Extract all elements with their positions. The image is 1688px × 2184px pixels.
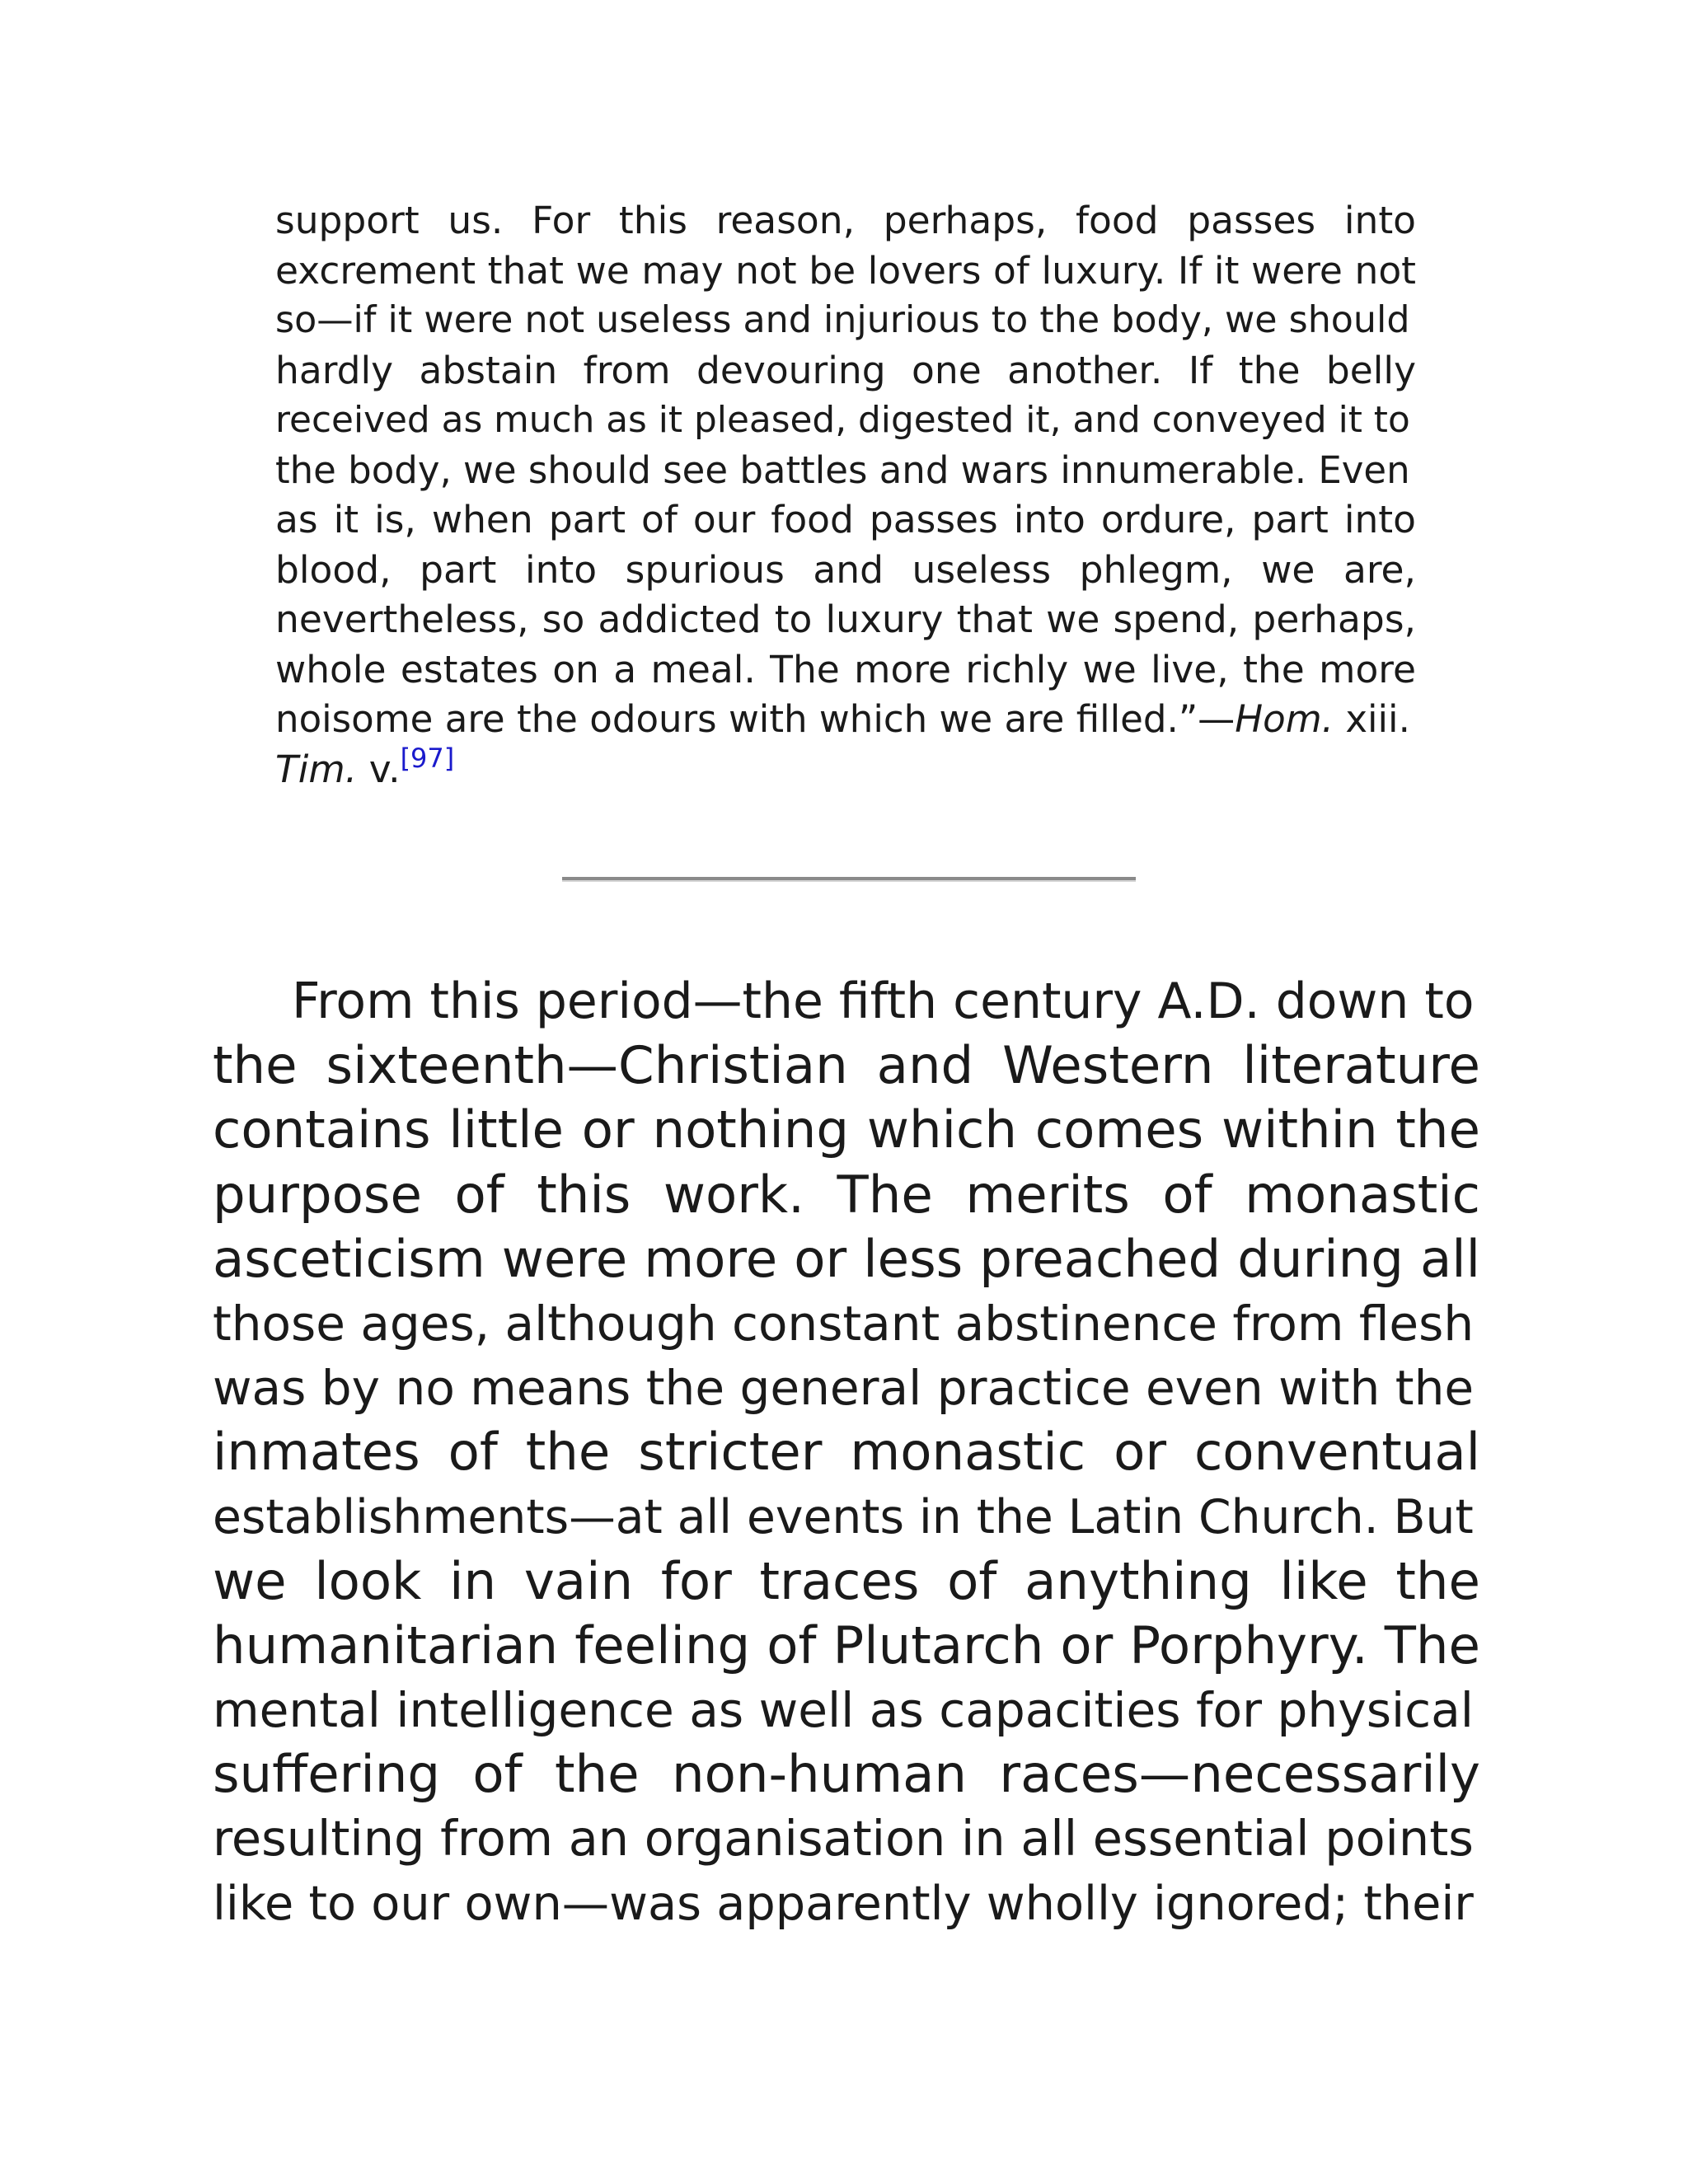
section-divider bbox=[562, 877, 1136, 882]
quote-line-citation bbox=[275, 695, 1416, 745]
citation-title: Hom. bbox=[1235, 697, 1334, 741]
paragraph-line: inmates of the stricter monastic or conventual bbox=[213, 1422, 1480, 1483]
quote-line: blood, part into spurious and useless phlegm, we are, bbox=[275, 547, 1416, 592]
quote-line-final bbox=[275, 742, 1416, 795]
citation-chapter: v. bbox=[357, 747, 401, 791]
paragraph-line: mental intelligence as well as capacities for physical bbox=[213, 1682, 1474, 1739]
citation-book: Tim. bbox=[275, 747, 358, 791]
footnote-link[interactable]: [97] bbox=[400, 742, 455, 774]
paragraph-line: was by no means the general practice even with the bbox=[213, 1360, 1475, 1417]
quote-line: hardly abstain from devouring one another. If the belly bbox=[275, 348, 1416, 392]
quote-line: so—if it were not useless and injurious to the body, we should bbox=[275, 299, 1410, 341]
quote-line: the body, we should see battles and wars innumerable. Even bbox=[275, 448, 1410, 492]
block-quote bbox=[275, 196, 1416, 794]
quote-line: nevertheless, so addicted to luxury that we spend, perhaps, bbox=[275, 598, 1416, 641]
quote-line: support us. For this reason, perhaps, food passes into bbox=[275, 199, 1416, 242]
paragraph-line: humanitarian feeling of Plutarch or Porphyry. The bbox=[213, 1615, 1480, 1675]
paragraph-line: From this period—the fifth century A.D. down to bbox=[292, 972, 1475, 1030]
paragraph-line: those ages, although constant abstinence from flesh bbox=[213, 1295, 1475, 1352]
citation-number: xiii. bbox=[1333, 697, 1410, 741]
paragraph-line: suffering of the non-human races—necessarily bbox=[213, 1744, 1480, 1805]
paragraph-line: asceticism were more or less preached during all bbox=[213, 1228, 1480, 1289]
paragraph-line: contains little or nothing which comes within the bbox=[213, 1099, 1480, 1160]
paragraph-line: purpose of this work. The merits of monastic bbox=[213, 1164, 1480, 1225]
quote-line: whole estates on a meal. The more richly we live, the more bbox=[275, 647, 1416, 691]
quote-text: noisome are the odours with which we are filled.”— bbox=[275, 697, 1236, 741]
paragraph-line: resulting from an organisation in all essential points bbox=[213, 1810, 1474, 1868]
paragraph-line: the sixteenth—Christian and Western literature bbox=[213, 1035, 1480, 1096]
quote-line: received as much as it pleased, digested it, and conveyed it to bbox=[275, 399, 1410, 441]
paragraph-line: establishments—at all events in the Latin Church. But bbox=[213, 1489, 1474, 1544]
quote-line: as it is, when part of our food passes into ordure, part into bbox=[275, 498, 1416, 541]
paragraph-line: we look in vain for traces of anything like the bbox=[213, 1550, 1480, 1611]
paragraph-line: like to our own—was apparently wholly ignored; their bbox=[213, 1875, 1474, 1931]
body-paragraph bbox=[213, 969, 1480, 1936]
quote-line: excrement that we may not be lovers of luxury. If it were not bbox=[275, 248, 1416, 293]
